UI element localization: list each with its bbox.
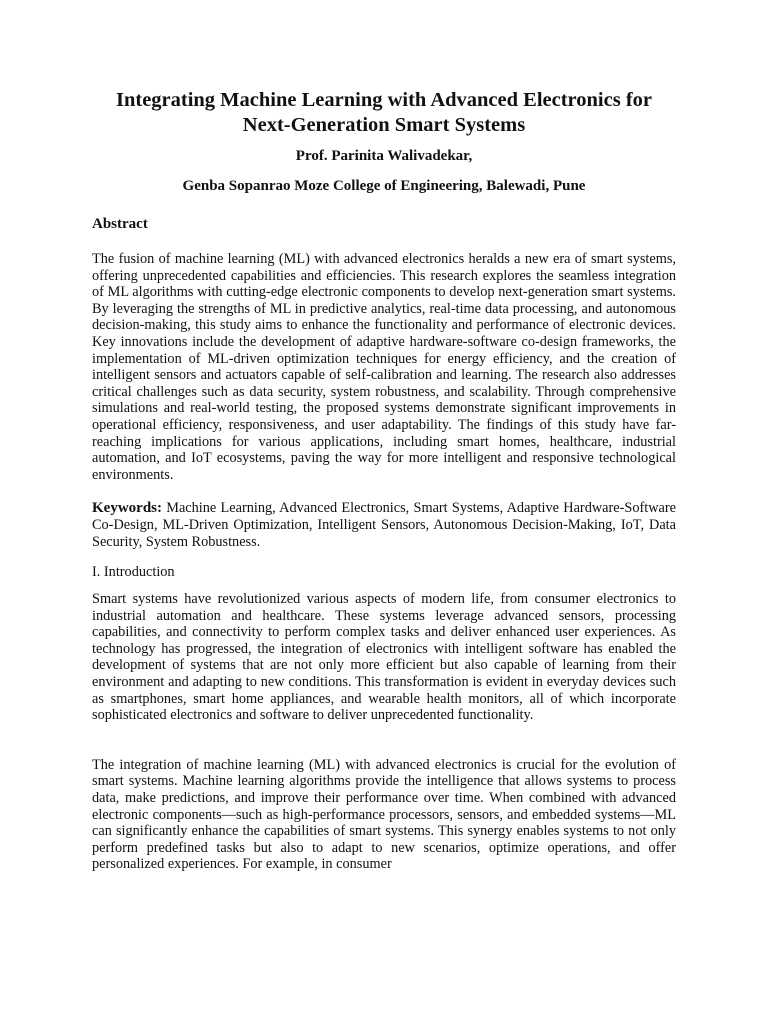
author-affiliation: Genba Sopanrao Moze College of Engineering, Balewadi, Pune: [182, 178, 586, 194]
paper-title: [92, 88, 676, 138]
paper-title-line-1: Integrating Machine Learning with Advanced Electronics for: [115, 89, 652, 111]
author-name: Prof. Parinita Walivadekar,: [295, 148, 473, 164]
section-heading-introduction: I. Introduction: [92, 564, 175, 581]
keywords-label: Keywords:: [92, 500, 162, 517]
keywords-paragraph: [92, 500, 676, 550]
abstract-heading: Abstract: [92, 216, 148, 232]
keywords-list: Machine Learning, Advanced Electronics, Smart Systems, Adaptive Hardware-Software Co-Design, ML-Driven Optimization, Intelligent Sensors, Autonomous Decision-Making, IoT, Data Security, System Robustness.: [92, 500, 676, 550]
paper-title-line-2: Next-Generation Smart Systems: [242, 114, 526, 136]
introduction-paragraph-1: Smart systems have revolutionized various aspects of modern life, from consumer electronics to industrial automation and healthcare. These systems leverage advanced sensors, processing capabilities, and connectivity to perform complex tasks and deliver enhanced user experiences. As technology has progressed, the integration of electronics with intelligent software has enabled the development of systems that are not only more efficient but also capable of learning from their environment and adapting to new conditions. This transformation is evident in everyday devices such as smartphones, smart home appliances, and wearable health monitors, all of which incorporate sophisticated electronics and software to deliver unprecedented functionality.: [92, 591, 676, 724]
abstract-paragraph: The fusion of machine learning (ML) with advanced electronics heralds a new era of smart systems, offering unprecedented capabilities and efficiencies. This research explores the seamless integration of ML algorithms with cutting-edge electronic components to develop next-generation smart systems. By leveraging the strengths of ML in predictive analytics, real-time data processing, and autonomous decision-making, this study aims to enhance the functionality and performance of electronic devices. Key innovations include the development of adaptive hardware-software co-design frameworks, the implementation of ML-driven optimization techniques for energy efficiency, and the creation of intelligent sensors and actuators capable of self-calibration and learning. The research also addresses critical challenges such as data security, system robustness, and scalability. Through comprehensive simulations and real-world testing, the proposed systems demonstrate significant improvements in operational efficiency, responsiveness, and user adaptability. The findings of this study have far-reaching implications for various applications, including smart homes, healthcare, industrial automation, and IoT ecosystems, paving the way for more intelligent and responsive technological environments.: [92, 251, 676, 483]
introduction-paragraph-2: The integration of machine learning (ML) with advanced electronics is crucial for the evolution of smart systems. Machine learning algorithms provide the intelligence that allows systems to process data, make predictions, and improve their performance over time. When combined with advanced electronic components—such as high-performance processors, sensors, and embedded systems—ML can significantly enhance the capabilities of smart systems. This synergy enables systems to not only perform predefined tasks but also to adapt to new scenarios, optimize operations, and offer personalized experiences. For example, in consumer: [92, 756, 676, 873]
page-content: [92, 88, 676, 873]
